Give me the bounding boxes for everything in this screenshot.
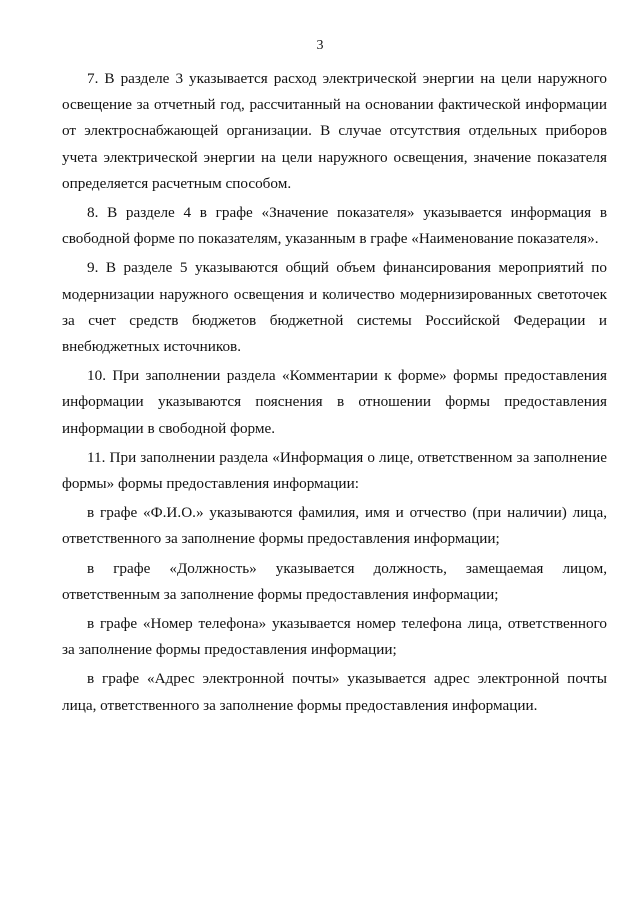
page-number: 3 <box>316 38 324 53</box>
paragraph-position: в графе «Должность» указывается должность, замещаемая лицом, ответственным за заполнение формы предоставления информации; <box>62 559 607 603</box>
paragraph-phone: в графе «Номер телефона» указывается номер телефона лица, ответственного за заполнение формы предоставления информации; <box>62 615 607 659</box>
paragraph-9: 9. В разделе 5 указываются общий объем финансирования мероприятий по модернизации наружного освещения и количество модернизированных светоточек за счет средств бюджетов бюджетной системы Российской Федерации и внебюджетных источников. <box>62 259 607 356</box>
paragraph-7: 7. В разделе 3 указывается расход электрической энергии на цели наружного освещение за отчетный год, рассчитанный на основании фактической информации от электроснабжающей организации. В случае отсутствия отдельных приборов учета электрической энергии на цели наружного освещения, значение показателя определяется расчетным способом. <box>62 70 607 192</box>
paragraph-fio: в графе «Ф.И.О.» указываются фамилия, имя и отчество (при наличии) лица, ответственного за заполнение формы предоставления информации; <box>62 504 607 548</box>
paragraph-8: 8. В разделе 4 в графе «Значение показателя» указывается информация в свободной форме по показателям, указанным в графе «Наименование показателя». <box>62 204 607 248</box>
paragraph-11: 11. При заполнении раздела «Информация о лице, ответственном за заполнение формы» формы предоставления информации: <box>62 448 607 493</box>
paragraph-10: 10. При заполнении раздела «Комментарии к форме» формы предоставления информации указываются пояснения в отношении формы предоставления информации в свободной форме. <box>62 367 607 437</box>
paragraph-email: в графе «Адрес электронной почты» указывается адрес электронной почты лица, ответственного за заполнение формы предоставления информации. <box>62 670 607 714</box>
document-body <box>62 66 607 722</box>
